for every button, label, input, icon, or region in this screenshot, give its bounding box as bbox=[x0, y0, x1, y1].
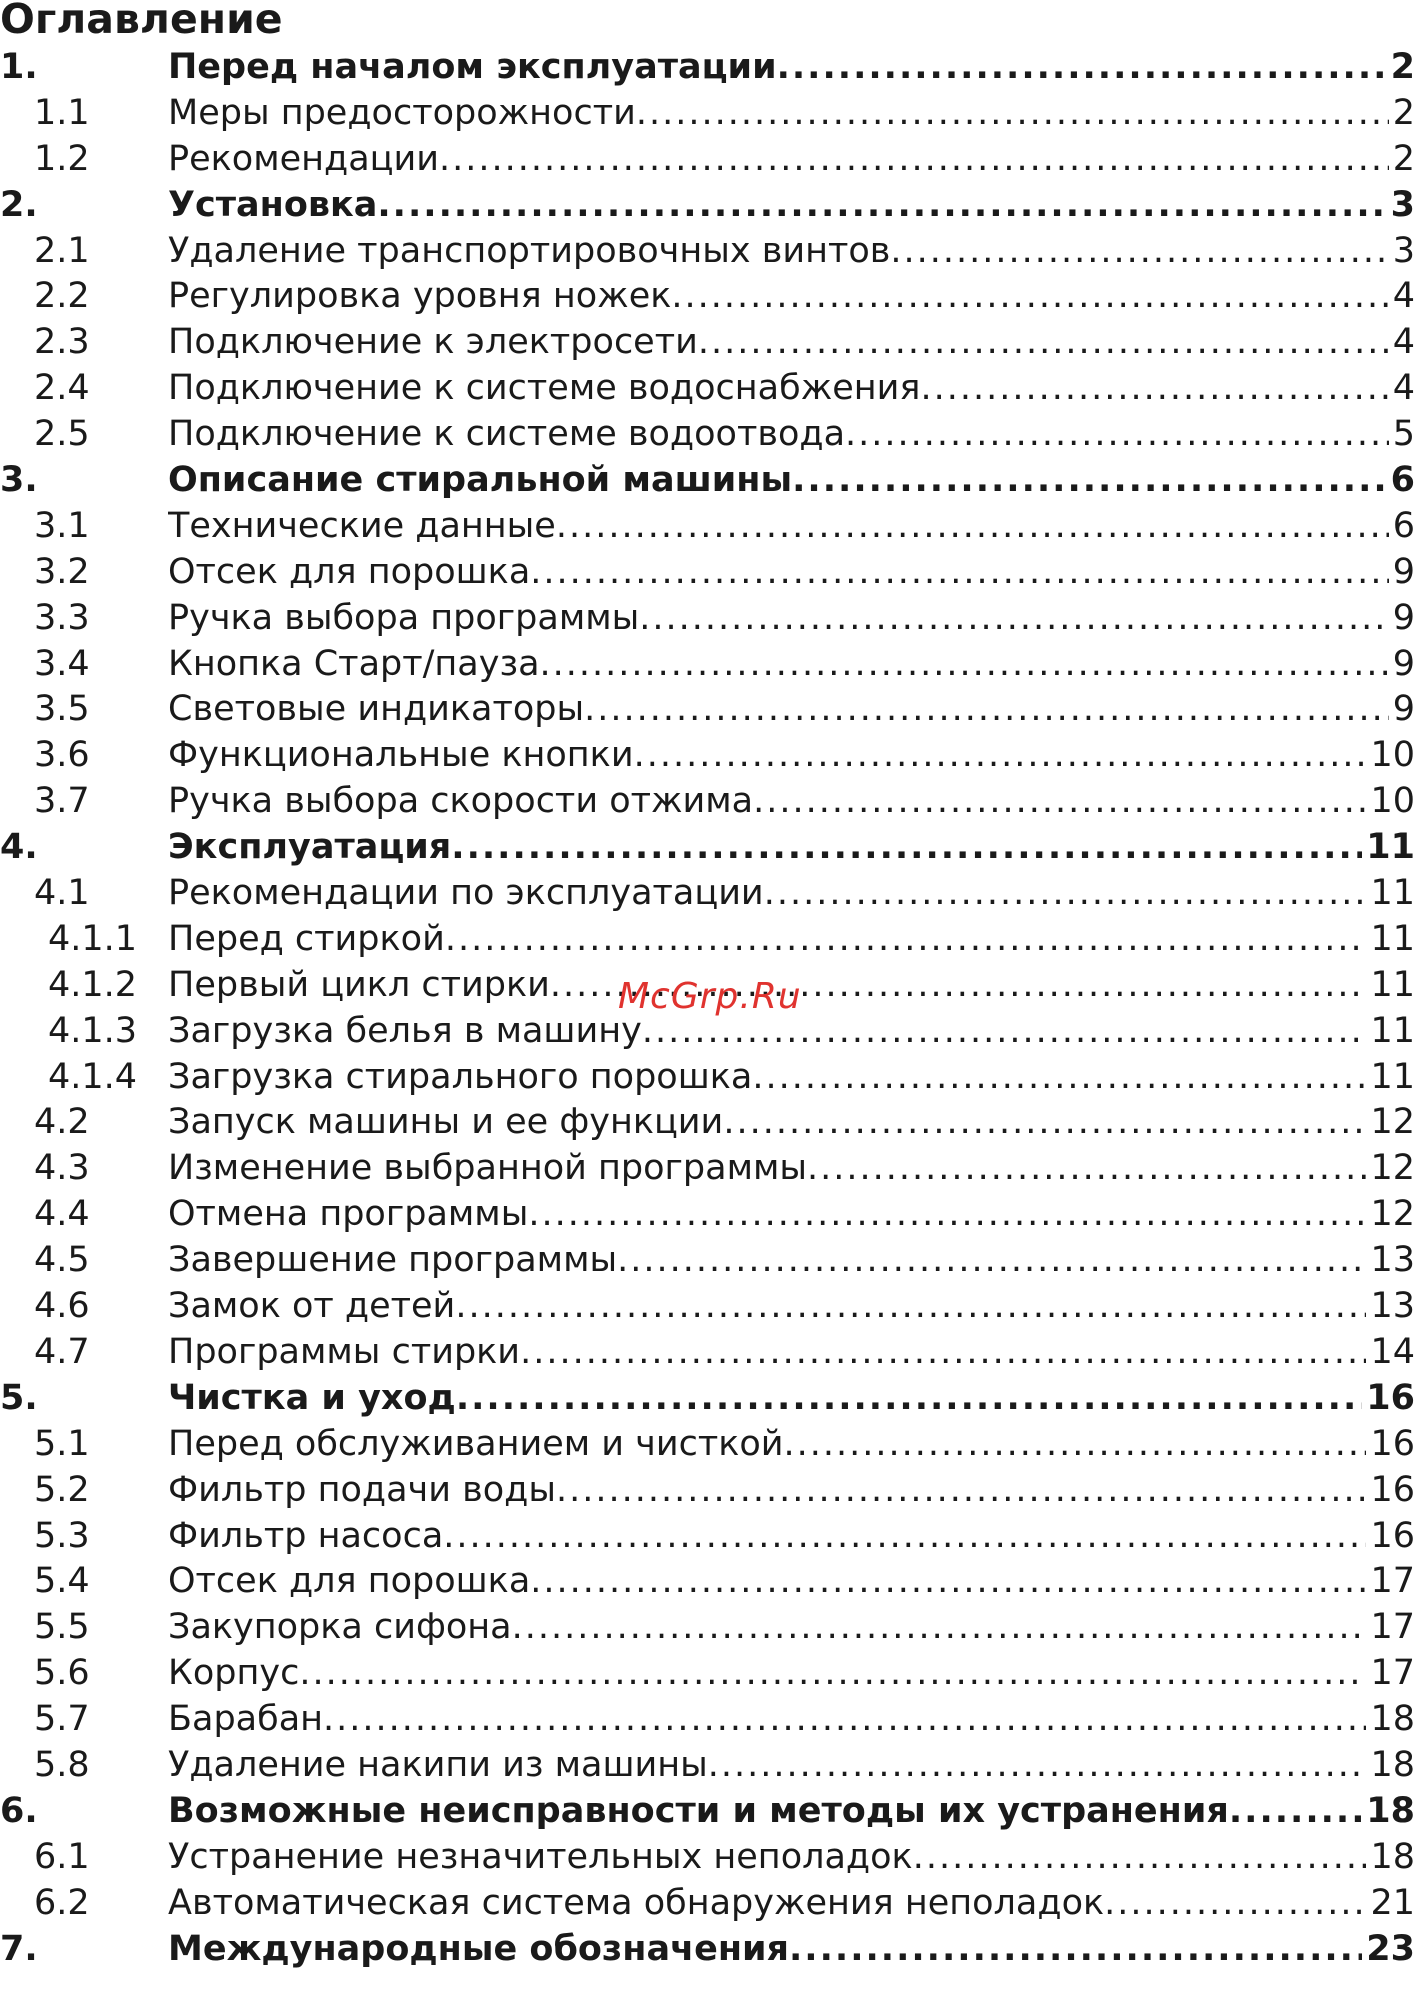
toc-entry-title: Ручка выбора скорости отжима bbox=[168, 781, 754, 822]
toc-entry-title: Описание стиральной машины bbox=[168, 460, 793, 501]
toc-entry[interactable] bbox=[0, 44, 1421, 90]
toc-entry-number: 2.2 bbox=[34, 276, 90, 317]
toc-entry[interactable] bbox=[0, 90, 1421, 136]
dot-leader bbox=[443, 1513, 1366, 1559]
toc-entry-number: 5. bbox=[0, 1377, 38, 1418]
toc-entry-number: 5.4 bbox=[34, 1561, 90, 1602]
toc-entry[interactable] bbox=[0, 365, 1421, 411]
toc-entry-line bbox=[168, 1604, 1415, 1650]
toc-entry-number: 3.4 bbox=[34, 643, 90, 684]
toc-entry-title: Ручка выбора программы bbox=[168, 597, 640, 638]
toc-entry-number: 4.1 bbox=[34, 873, 90, 914]
toc-entry-title: Чистка и уход bbox=[168, 1377, 456, 1418]
toc-entry[interactable] bbox=[0, 1283, 1421, 1329]
toc-entry-number: 3.5 bbox=[34, 689, 90, 730]
toc-entry-title: Первый цикл стирки bbox=[168, 964, 550, 1005]
toc-entry-page: 6 bbox=[1392, 505, 1415, 546]
toc-entry-page: 17 bbox=[1370, 1653, 1415, 1694]
toc-entry-title: Завершение программы bbox=[168, 1240, 618, 1281]
dot-leader bbox=[784, 1421, 1367, 1467]
toc-entry-number: 4.1.3 bbox=[48, 1010, 138, 1051]
dot-leader bbox=[455, 1283, 1366, 1329]
toc-entry-number: 4.1.4 bbox=[48, 1056, 138, 1097]
dot-leader bbox=[323, 1696, 1366, 1742]
toc-entry[interactable] bbox=[0, 319, 1421, 365]
toc-entry-line bbox=[168, 641, 1415, 687]
dot-leader bbox=[845, 411, 1389, 457]
toc-entry-title: Технические данные bbox=[168, 505, 556, 546]
toc-entry[interactable] bbox=[0, 1099, 1421, 1145]
toc-entry-page: 9 bbox=[1392, 597, 1415, 638]
toc-entry-line bbox=[168, 319, 1415, 365]
toc-entry-line bbox=[168, 1145, 1415, 1191]
dot-leader bbox=[528, 1191, 1366, 1237]
toc-entry-number: 3.2 bbox=[34, 551, 90, 592]
toc-entry-number: 6.2 bbox=[34, 1882, 90, 1923]
toc-entry-page: 2 bbox=[1392, 92, 1415, 133]
toc-entry-line bbox=[168, 182, 1415, 228]
toc-entry-line bbox=[168, 1329, 1415, 1375]
toc-entry-number: 5.8 bbox=[34, 1744, 90, 1785]
toc-entry-title: Отсек для порошка bbox=[168, 1561, 531, 1602]
toc-entry-page: 9 bbox=[1392, 643, 1415, 684]
toc-entry-title: Закупорка сифона bbox=[168, 1607, 512, 1648]
toc-entry-line bbox=[168, 1054, 1415, 1100]
toc-entry-page: 5 bbox=[1392, 414, 1415, 455]
dot-leader bbox=[556, 1467, 1366, 1513]
dot-leader bbox=[556, 503, 1389, 549]
toc-entry-page: 16 bbox=[1370, 1469, 1415, 1510]
toc-entry-title: Рекомендации bbox=[168, 138, 439, 179]
toc-entry-page: 3 bbox=[1392, 230, 1415, 271]
toc-entry-line bbox=[168, 1283, 1415, 1329]
toc-entry[interactable] bbox=[0, 732, 1421, 778]
toc-entry-number: 3.6 bbox=[34, 735, 90, 776]
toc-entry-line bbox=[168, 916, 1415, 962]
toc-entry-number: 2.1 bbox=[34, 230, 90, 271]
toc-entry-number: 2.3 bbox=[34, 322, 90, 363]
toc-entry-page: 12 bbox=[1370, 1148, 1415, 1189]
dot-leader bbox=[634, 732, 1367, 778]
toc-entry[interactable] bbox=[0, 457, 1421, 503]
toc-entry-page: 13 bbox=[1370, 1286, 1415, 1327]
toc-entry[interactable] bbox=[0, 1926, 1421, 1972]
dot-leader bbox=[698, 319, 1389, 365]
dot-leader bbox=[636, 90, 1389, 136]
toc-entry-page: 6 bbox=[1390, 460, 1415, 501]
toc-entry-number: 2.4 bbox=[34, 368, 90, 409]
toc-entry-line bbox=[168, 1237, 1415, 1283]
toc-entry-number: 4.7 bbox=[34, 1331, 90, 1372]
toc-entry-number: 4. bbox=[0, 827, 38, 868]
toc-entry-title: Функциональные кнопки bbox=[168, 735, 634, 776]
toc-entry-title: Эксплуатация bbox=[168, 827, 452, 868]
toc-entry[interactable] bbox=[0, 1237, 1421, 1283]
toc-entry[interactable] bbox=[0, 1467, 1421, 1513]
toc-entry[interactable] bbox=[0, 824, 1421, 870]
toc-entry[interactable] bbox=[0, 595, 1421, 641]
toc-entry-title: Фильтр подачи воды bbox=[168, 1469, 556, 1510]
dot-leader bbox=[671, 273, 1388, 319]
toc-entry-number: 5.3 bbox=[34, 1515, 90, 1556]
toc-entry-number: 7. bbox=[0, 1928, 38, 1969]
toc-entry-page: 10 bbox=[1370, 735, 1415, 776]
toc-entry-title: Барабан bbox=[168, 1699, 324, 1740]
toc-entry-page: 18 bbox=[1366, 1790, 1415, 1831]
toc-entry-number: 5.5 bbox=[34, 1607, 90, 1648]
toc-entry-line bbox=[168, 273, 1415, 319]
toc-entry-page: 3 bbox=[1390, 184, 1415, 225]
dot-leader bbox=[439, 136, 1389, 182]
toc-entry-number: 5.1 bbox=[34, 1423, 90, 1464]
toc-entry-number: 4.4 bbox=[34, 1194, 90, 1235]
toc-entry[interactable] bbox=[0, 549, 1421, 595]
toc-entry-title: Замок от детей bbox=[168, 1286, 456, 1327]
toc-entry-line bbox=[168, 1742, 1415, 1788]
toc-entry-page: 4 bbox=[1392, 276, 1415, 317]
toc-entry-title: Рекомендации по эксплуатации bbox=[168, 873, 764, 914]
toc-entry-page: 4 bbox=[1392, 368, 1415, 409]
toc-entry-number: 1.2 bbox=[34, 138, 90, 179]
toc-entry-line bbox=[168, 1375, 1415, 1421]
toc-entry-number: 2.5 bbox=[34, 414, 90, 455]
toc-entry[interactable] bbox=[0, 503, 1421, 549]
toc-entry[interactable] bbox=[0, 1834, 1421, 1880]
toc-entry-line bbox=[168, 824, 1415, 870]
toc-entry-page: 4 bbox=[1392, 322, 1415, 363]
toc-entry[interactable] bbox=[0, 1604, 1421, 1650]
dot-leader bbox=[540, 641, 1389, 687]
toc-entry-title: Отмена программы bbox=[168, 1194, 529, 1235]
dot-leader bbox=[753, 778, 1366, 824]
toc-entry[interactable] bbox=[0, 1788, 1421, 1834]
toc-entry-title: Кнопка Старт/пауза bbox=[168, 643, 540, 684]
toc-entry-title: Световые индикаторы bbox=[168, 689, 585, 730]
toc-entry-page: 11 bbox=[1370, 1056, 1415, 1097]
toc-entry-title: Возможные неисправности и методы их устранения bbox=[168, 1790, 1229, 1831]
toc-entry-page: 18 bbox=[1370, 1744, 1415, 1785]
toc-entry[interactable] bbox=[0, 1375, 1421, 1421]
dot-leader bbox=[584, 686, 1389, 732]
toc-entry-line bbox=[168, 1696, 1415, 1742]
toc-entry-page: 16 bbox=[1366, 1377, 1415, 1418]
dot-leader bbox=[708, 1742, 1367, 1788]
toc-entry-line bbox=[168, 686, 1415, 732]
dot-leader bbox=[299, 1650, 1366, 1696]
toc-entry-number: 4.6 bbox=[34, 1286, 90, 1327]
toc-entry-title: Отсек для порошка bbox=[168, 551, 531, 592]
dot-leader bbox=[913, 1834, 1367, 1880]
toc-entry[interactable] bbox=[0, 1329, 1421, 1375]
toc-entry-page: 11 bbox=[1370, 918, 1415, 959]
toc-entry[interactable] bbox=[0, 870, 1421, 916]
toc-entry[interactable] bbox=[0, 1558, 1421, 1604]
toc-entry-page: 14 bbox=[1370, 1331, 1415, 1372]
dot-leader bbox=[530, 549, 1388, 595]
toc-entry[interactable] bbox=[0, 273, 1421, 319]
toc-entry-line bbox=[168, 1467, 1415, 1513]
toc-entry-number: 3.3 bbox=[34, 597, 90, 638]
toc-entry-title: Удаление транспортировочных винтов bbox=[168, 230, 891, 271]
toc-entry-number: 5.6 bbox=[34, 1653, 90, 1694]
toc-entry-title: Перед обслуживанием и чисткой bbox=[168, 1423, 784, 1464]
toc-entry-page: 9 bbox=[1392, 551, 1415, 592]
toc-entry[interactable] bbox=[0, 1742, 1421, 1788]
toc-entry-page: 12 bbox=[1370, 1102, 1415, 1143]
toc-entry-page: 17 bbox=[1370, 1607, 1415, 1648]
dot-leader bbox=[639, 595, 1388, 641]
toc-entry-number: 4.2 bbox=[34, 1102, 90, 1143]
toc-entry[interactable] bbox=[0, 136, 1421, 182]
toc-entry[interactable] bbox=[0, 641, 1421, 687]
toc-entry-page: 2 bbox=[1390, 47, 1415, 87]
toc-entry-line bbox=[168, 1513, 1415, 1559]
toc-entry-title: Загрузка стирального порошка bbox=[168, 1056, 753, 1097]
toc-entry[interactable] bbox=[0, 1145, 1421, 1191]
toc-entry-line bbox=[168, 1099, 1415, 1145]
toc-entry-number: 1. bbox=[0, 47, 38, 87]
toc-entry[interactable] bbox=[0, 1054, 1421, 1100]
toc-entry-line bbox=[168, 1788, 1415, 1834]
toc-entry-line bbox=[168, 870, 1415, 916]
toc-entry-line bbox=[168, 1558, 1415, 1604]
dot-leader bbox=[792, 457, 1387, 503]
dot-leader bbox=[617, 1237, 1366, 1283]
toc-entry-line bbox=[168, 1191, 1415, 1237]
toc-entry-number: 2. bbox=[0, 184, 38, 225]
toc-entry-page: 16 bbox=[1370, 1515, 1415, 1556]
toc-entry-page: 11 bbox=[1370, 873, 1415, 914]
dot-leader bbox=[520, 1329, 1366, 1375]
toc-entry-title: Удаление накипи из машины bbox=[168, 1744, 708, 1785]
toc-entry-title: Установка bbox=[168, 184, 378, 225]
toc-entry-title: Корпус bbox=[168, 1653, 300, 1694]
toc-entry-page: 13 bbox=[1370, 1240, 1415, 1281]
dot-leader bbox=[451, 824, 1362, 870]
dot-leader bbox=[723, 1099, 1366, 1145]
toc-entry-line bbox=[168, 503, 1415, 549]
dot-leader bbox=[807, 1145, 1366, 1191]
toc-entry-line bbox=[168, 732, 1415, 778]
toc-entry-title: Загрузка белья в машину bbox=[168, 1010, 642, 1051]
toc-entry[interactable] bbox=[0, 778, 1421, 824]
toc-entry[interactable] bbox=[0, 916, 1421, 962]
toc-entry-line bbox=[168, 1650, 1415, 1696]
toc-entry-page: 11 bbox=[1370, 964, 1415, 1005]
toc-entry-page: 11 bbox=[1366, 827, 1415, 868]
toc-entry-number: 4.3 bbox=[34, 1148, 90, 1189]
page-title: Оглавление bbox=[0, 0, 283, 43]
toc-entry-page: 16 bbox=[1370, 1423, 1415, 1464]
toc-entry-title: Фильтр насоса bbox=[168, 1515, 444, 1556]
toc-entry-number: 3.7 bbox=[34, 781, 90, 822]
toc-entry-line bbox=[168, 595, 1415, 641]
toc-entry[interactable] bbox=[0, 182, 1421, 228]
dot-leader bbox=[1104, 1880, 1366, 1926]
toc-entry-number: 1.1 bbox=[34, 92, 90, 133]
toc-entry-number: 5.7 bbox=[34, 1699, 90, 1740]
toc-entry-page: 10 bbox=[1370, 781, 1415, 822]
toc-entry-title: Перед стиркой bbox=[168, 918, 445, 959]
toc-entry-line bbox=[168, 365, 1415, 411]
toc-entry-page: 21 bbox=[1370, 1882, 1415, 1923]
dot-leader bbox=[445, 916, 1367, 962]
toc-entry[interactable] bbox=[0, 1696, 1421, 1742]
toc-entry[interactable] bbox=[0, 1650, 1421, 1696]
toc-entry-page: 17 bbox=[1370, 1561, 1415, 1602]
toc-entry-title: Международные обозначения bbox=[168, 1928, 790, 1969]
toc-entry-line bbox=[168, 228, 1415, 274]
toc-entry[interactable] bbox=[0, 1880, 1421, 1926]
toc-entry-line bbox=[168, 411, 1415, 457]
toc-entry-page: 11 bbox=[1370, 1010, 1415, 1051]
dot-leader bbox=[764, 870, 1367, 916]
toc-entry-page: 18 bbox=[1370, 1699, 1415, 1740]
toc-entry-number: 4.1.1 bbox=[48, 918, 138, 959]
toc-entry-line bbox=[168, 1880, 1415, 1926]
toc-entry-title: Перед началом эксплуатации bbox=[168, 47, 777, 87]
dot-leader bbox=[890, 228, 1388, 274]
toc-entry-title: Подключение к системе водоотвода bbox=[168, 414, 846, 455]
toc-entry[interactable] bbox=[0, 411, 1421, 457]
toc-entry-page: 23 bbox=[1366, 1928, 1415, 1969]
toc-entry-line bbox=[168, 1421, 1415, 1467]
dot-leader bbox=[530, 1558, 1366, 1604]
toc-entry-page: 2 bbox=[1392, 138, 1415, 179]
toc-entry-line bbox=[168, 778, 1415, 824]
toc-entry-line bbox=[168, 1926, 1415, 1972]
toc-entry-number: 3.1 bbox=[34, 505, 90, 546]
toc-entry-title: Регулировка уровня ножек bbox=[168, 276, 672, 317]
toc-entry-number: 3. bbox=[0, 460, 38, 501]
toc-entry-title: Изменение выбранной программы bbox=[168, 1148, 808, 1189]
toc-entry-title: Подключение к системе водоснабжения bbox=[168, 368, 921, 409]
dot-leader bbox=[1229, 1788, 1362, 1834]
dot-leader bbox=[456, 1375, 1362, 1421]
toc-entry-line bbox=[168, 457, 1415, 503]
toc-entry[interactable] bbox=[0, 1513, 1421, 1559]
dot-leader bbox=[752, 1054, 1366, 1100]
toc-entry-title: Меры предосторожности bbox=[168, 92, 636, 133]
toc-entry-page: 12 bbox=[1370, 1194, 1415, 1235]
dot-leader bbox=[777, 44, 1387, 90]
watermark: McGrp.Ru bbox=[618, 976, 802, 1017]
dot-leader bbox=[377, 182, 1386, 228]
toc-entry-line bbox=[168, 1834, 1415, 1880]
toc-entry-number: 4.1.2 bbox=[48, 964, 138, 1005]
toc-entry-title: Автоматическая система обнаружения неполадок bbox=[168, 1882, 1105, 1923]
toc-entry-line bbox=[168, 90, 1415, 136]
toc-entry[interactable] bbox=[0, 1191, 1421, 1237]
toc-entry-title: Программы стирки bbox=[168, 1331, 521, 1372]
toc-entry-title: Запуск машины и ее функции bbox=[168, 1102, 724, 1143]
toc-entry-line bbox=[168, 44, 1415, 90]
toc-entry-page: 9 bbox=[1392, 689, 1415, 730]
toc-entry-page: 18 bbox=[1370, 1836, 1415, 1877]
toc-entry-number: 6. bbox=[0, 1790, 38, 1831]
dot-leader bbox=[512, 1604, 1367, 1650]
dot-leader bbox=[789, 1926, 1362, 1972]
dot-leader bbox=[920, 365, 1388, 411]
toc-entry[interactable] bbox=[0, 1421, 1421, 1467]
toc-entry-title: Подключение к электросети bbox=[168, 322, 698, 363]
toc-entry-number: 5.2 bbox=[34, 1469, 90, 1510]
toc-entry-line bbox=[168, 549, 1415, 595]
toc-entry-number: 6.1 bbox=[34, 1836, 90, 1877]
toc-entry[interactable] bbox=[0, 228, 1421, 274]
toc-entry-title: Устранение незначительных неполадок bbox=[168, 1836, 913, 1877]
toc-entry[interactable] bbox=[0, 686, 1421, 732]
toc-entry-line bbox=[168, 136, 1415, 182]
toc-entry-number: 4.5 bbox=[34, 1240, 90, 1281]
